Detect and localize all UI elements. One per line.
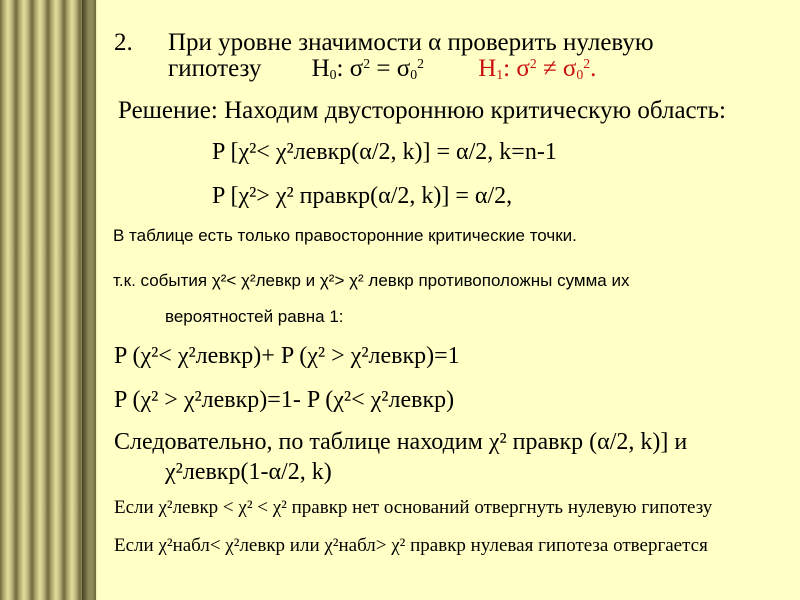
- rule-accept: Если χ²левкр < χ² < χ² правкр нет оснований отвергнуть нулевую гипотезу: [114, 497, 713, 518]
- conclusion-line-1: Следовательно, по таблице находим χ² правкр (α/2, k)] и: [114, 429, 688, 455]
- equation-complement: P (χ² > χ²левкр)=1- P (χ²< χ²левкр): [114, 387, 455, 413]
- task-line-1: При уровне значимости α проверить нулевую: [168, 29, 654, 56]
- formula-right-critical: P [χ²> χ² правкр(α/2, k)] = α/2,: [212, 183, 513, 209]
- table-note: В таблице есть только правосторонние критические точки.: [113, 226, 577, 245]
- formula-left-critical: P [χ²< χ²левкр(α/2, k)] = α/2, k=n-1: [212, 139, 557, 165]
- conclusion-line-2: χ²левкр(1-α/2, k): [165, 459, 332, 485]
- equation-sum: P (χ²< χ²левкр)+ P (χ² > χ²левкр)=1: [114, 343, 460, 369]
- solution-heading: Решение: Находим двустороннюю критическую область:: [118, 97, 726, 124]
- rule-reject: Если χ²набл< χ²левкр или χ²набл> χ² правкр нулевая гипотеза отвергается: [114, 535, 708, 556]
- task-item-number: 2.: [114, 29, 133, 56]
- events-text-line-2: вероятностей равна 1:: [165, 307, 344, 326]
- task-line-2: гипотезу $H_0$: $\sigma^2 = \sigma_0^2$ $H_1$: $\sigma^2 \ne \sigma_0^2$.: [168, 55, 597, 82]
- stripe-shadow: [82, 0, 98, 600]
- events-text-line-1: т.к. события χ²< χ²левкр и χ²> χ² левкр противоположны сумма их: [113, 271, 630, 290]
